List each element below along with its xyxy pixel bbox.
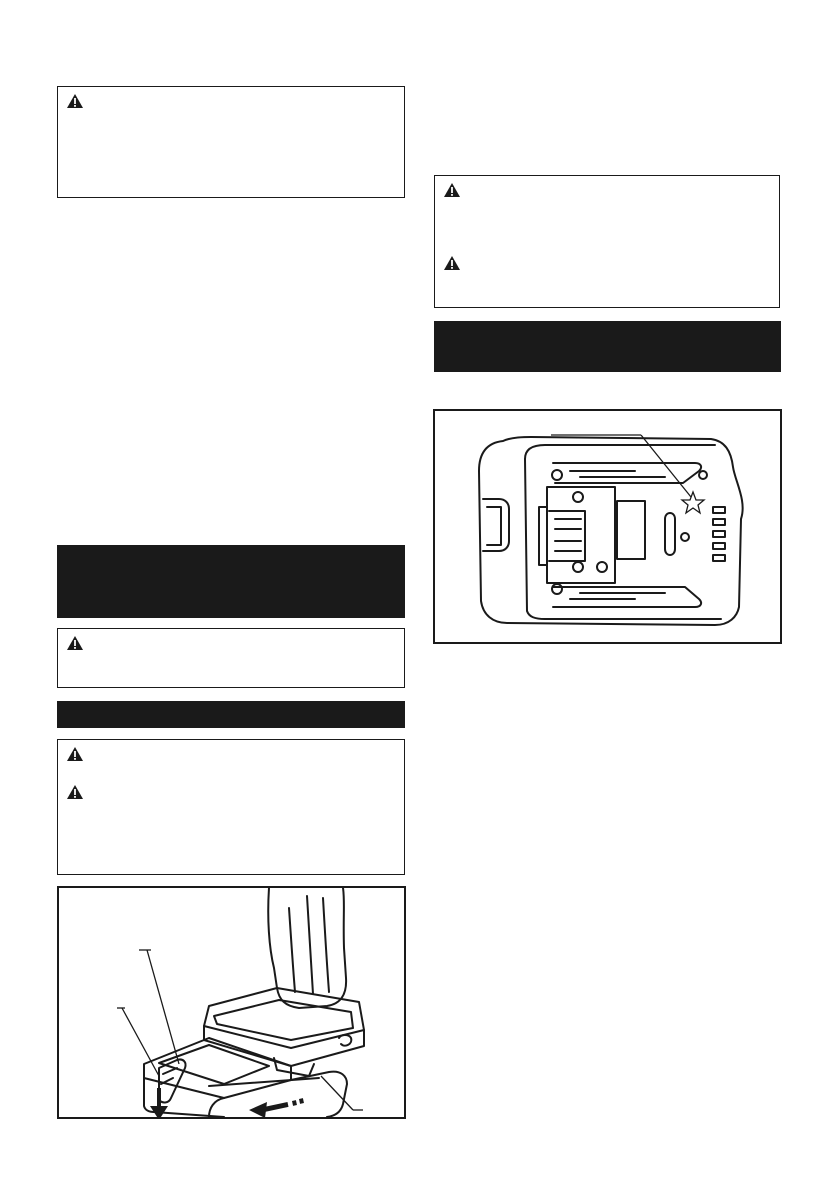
tool-illustration xyxy=(59,888,404,1117)
battery-illustration xyxy=(435,411,780,642)
warning-triangle-icon xyxy=(443,182,461,198)
warning-triangle-icon xyxy=(66,93,84,109)
section-heading-1 xyxy=(57,545,405,618)
section-heading-2 xyxy=(57,701,405,728)
star-icon xyxy=(682,492,704,513)
warning-box-4 xyxy=(434,175,780,308)
figure-battery-top xyxy=(433,409,782,644)
warning-triangle-icon xyxy=(443,255,461,271)
warning-box-2 xyxy=(57,628,405,688)
warning-box-3 xyxy=(57,739,405,875)
warning-box-1 xyxy=(57,86,405,198)
figure-battery-removal xyxy=(57,886,406,1119)
warning-triangle-icon xyxy=(66,635,84,651)
warning-triangle-icon xyxy=(66,746,84,762)
warning-triangle-icon xyxy=(66,784,84,800)
section-heading-3 xyxy=(434,321,781,372)
